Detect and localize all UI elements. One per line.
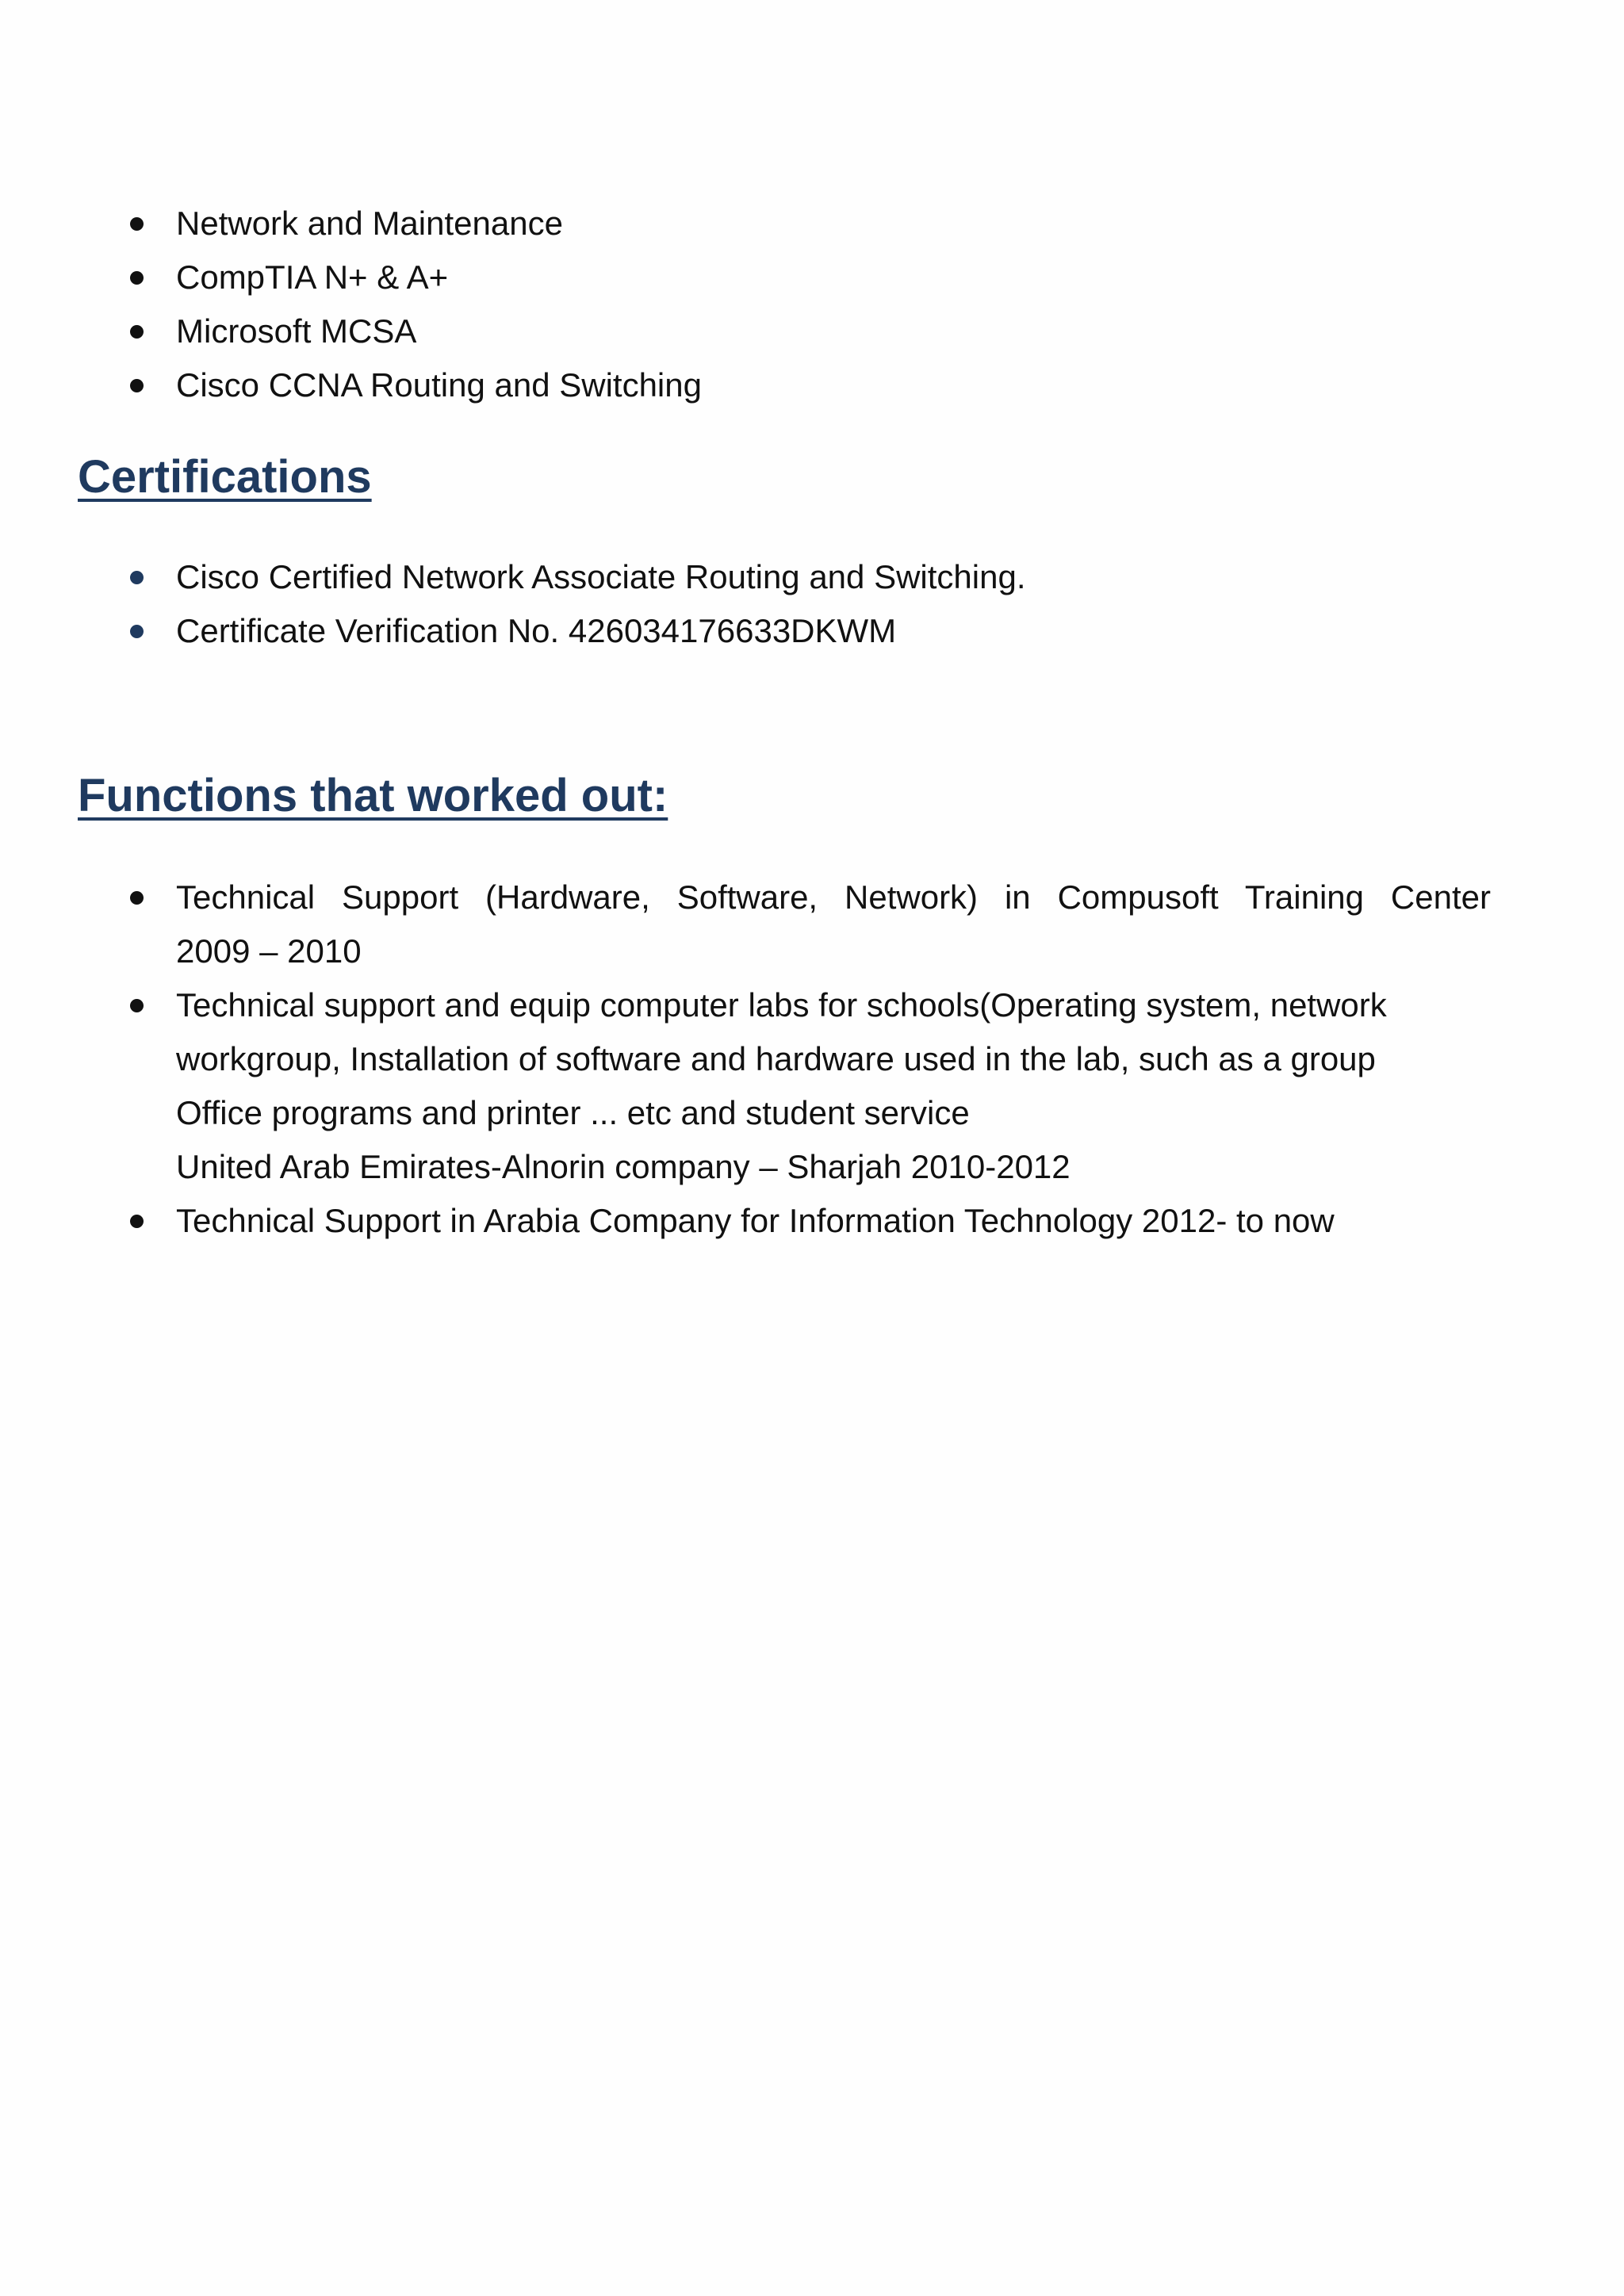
bullet-icon bbox=[130, 325, 144, 339]
function-line: 2009 – 2010 bbox=[176, 932, 362, 970]
bullet-icon bbox=[130, 1215, 144, 1228]
function-line: Technical support and equip computer labs for schools(Operating system, network bbox=[176, 986, 1387, 1024]
certification-text: Cisco Certified Network Associate Routing and Switching. bbox=[176, 558, 1026, 595]
functions-heading: Functions that worked out: bbox=[78, 770, 668, 821]
list-item bbox=[0, 197, 793, 251]
skills-list bbox=[0, 197, 793, 412]
bullet-icon bbox=[130, 271, 144, 285]
list-item bbox=[0, 251, 793, 304]
bullet-icon bbox=[130, 379, 144, 392]
list-item bbox=[0, 1194, 1491, 1248]
bullet-icon bbox=[130, 571, 144, 584]
bullet-icon bbox=[130, 217, 144, 231]
function-line: Technical Support (Hardware, Software, Network) in Compusoft Training Center bbox=[176, 878, 1491, 916]
list-item bbox=[0, 550, 1189, 604]
skill-text: CompTIA N+ & A+ bbox=[176, 258, 449, 296]
bullet-icon bbox=[130, 999, 144, 1012]
certifications-heading: Certifications bbox=[78, 451, 372, 503]
function-line: Office programs and printer ... etc and student service bbox=[176, 1094, 970, 1131]
function-line: Technical Support in Arabia Company for Information Technology 2012- to now bbox=[176, 1202, 1335, 1239]
skill-text: Cisco CCNA Routing and Switching bbox=[176, 366, 702, 404]
certifications-list bbox=[0, 550, 1189, 658]
skill-text: Microsoft MCSA bbox=[176, 312, 417, 350]
function-line: workgroup, Installation of software and hardware used in the lab, such as a group bbox=[176, 1040, 1376, 1077]
bullet-icon bbox=[130, 625, 144, 638]
list-item bbox=[0, 871, 1491, 978]
bullet-icon bbox=[130, 891, 144, 905]
list-item bbox=[0, 358, 793, 412]
list-item bbox=[0, 304, 793, 358]
list-item bbox=[0, 604, 1189, 658]
function-line: United Arab Emirates-Alnorin company – Sharjah 2010-2012 bbox=[176, 1148, 1071, 1185]
skill-text: Network and Maintenance bbox=[176, 205, 563, 242]
functions-list bbox=[0, 871, 1491, 1248]
list-item bbox=[0, 978, 1491, 1194]
certification-text: Certificate Verification No. 426034176633DKWM bbox=[176, 612, 897, 649]
